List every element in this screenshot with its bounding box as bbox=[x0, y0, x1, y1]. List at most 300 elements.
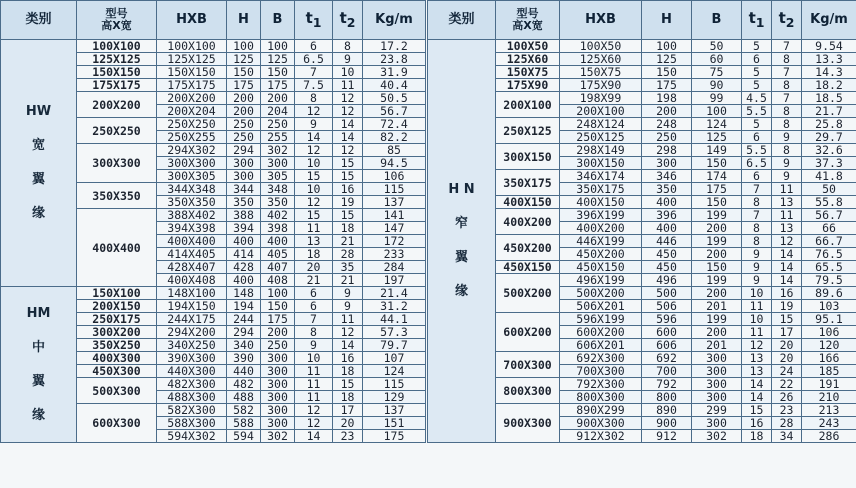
kgm-cell: 72.4 bbox=[363, 118, 426, 131]
b-cell: 200 bbox=[692, 326, 742, 339]
header-category: 类别 bbox=[428, 1, 496, 40]
category-label: 窄 bbox=[454, 216, 468, 231]
b-cell: 199 bbox=[692, 313, 742, 326]
model-size-cell: 600X300 bbox=[77, 404, 157, 443]
model-size-cell: 200X100 bbox=[496, 92, 560, 118]
hxb-cell: 125X125 bbox=[157, 53, 227, 66]
b-cell: 302 bbox=[261, 144, 295, 157]
t1-cell: 14 bbox=[295, 131, 333, 144]
kgm-cell: 233 bbox=[363, 248, 426, 261]
t2-cell: 8 bbox=[772, 118, 802, 131]
t1-cell: 9 bbox=[295, 339, 333, 352]
model-size-cell: 350X350 bbox=[77, 183, 157, 209]
t2-cell: 20 bbox=[333, 417, 363, 430]
b-cell: 200 bbox=[261, 326, 295, 339]
t2-cell: 16 bbox=[333, 183, 363, 196]
kgm-cell: 79.7 bbox=[363, 339, 426, 352]
t1-cell: 4.5 bbox=[742, 92, 772, 105]
t2-cell: 18 bbox=[333, 391, 363, 404]
t2-cell: 15 bbox=[333, 157, 363, 170]
t1-cell: 12 bbox=[295, 404, 333, 417]
right-spec-body bbox=[428, 40, 856, 443]
model-size-cell: 900X300 bbox=[496, 404, 560, 443]
category-label: 中 bbox=[31, 339, 45, 355]
t2-cell: 14 bbox=[772, 261, 802, 274]
b-cell: 201 bbox=[692, 300, 742, 313]
model-size-cell: 200X150 bbox=[77, 300, 157, 313]
t2-cell: 7 bbox=[772, 92, 802, 105]
b-cell: 201 bbox=[692, 339, 742, 352]
t1-cell: 6 bbox=[295, 40, 333, 53]
t2-cell: 12 bbox=[333, 326, 363, 339]
hxb-cell: 200X200 bbox=[157, 92, 227, 105]
hxb-cell: 400X400 bbox=[157, 235, 227, 248]
header-model-line2: 高X宽 bbox=[512, 19, 543, 32]
b-cell: 199 bbox=[692, 235, 742, 248]
hxb-cell: 588X300 bbox=[157, 417, 227, 430]
hxb-cell: 594X302 bbox=[157, 430, 227, 443]
header-b: B bbox=[692, 1, 742, 40]
h-cell: 346 bbox=[642, 170, 692, 183]
h-cell: 344 bbox=[227, 183, 261, 196]
h-cell: 506 bbox=[642, 300, 692, 313]
h-cell: 396 bbox=[642, 209, 692, 222]
t1-cell: 11 bbox=[295, 378, 333, 391]
hxb-cell: 350X175 bbox=[560, 183, 642, 196]
b-cell: 150 bbox=[692, 157, 742, 170]
t2-cell: 21 bbox=[333, 235, 363, 248]
t2-cell: 19 bbox=[772, 300, 802, 313]
header-t1-base: t bbox=[305, 8, 313, 27]
h-cell: 606 bbox=[642, 339, 692, 352]
model-size-cell: 125X60 bbox=[496, 53, 560, 66]
h-cell: 428 bbox=[227, 261, 261, 274]
hxb-cell: 890X299 bbox=[560, 404, 642, 417]
hxb-cell: 175X175 bbox=[157, 79, 227, 92]
hxb-cell: 394X398 bbox=[157, 222, 227, 235]
kgm-cell: 94.5 bbox=[363, 157, 426, 170]
hxb-cell: 606X201 bbox=[560, 339, 642, 352]
b-cell: 350 bbox=[261, 196, 295, 209]
h-cell: 100 bbox=[227, 40, 261, 53]
kgm-cell: 185 bbox=[802, 365, 856, 378]
b-cell: 200 bbox=[261, 92, 295, 105]
hxb-cell: 194X150 bbox=[157, 300, 227, 313]
header-t2-sub: 2 bbox=[785, 14, 795, 30]
hxb-cell: 344X348 bbox=[157, 183, 227, 196]
h-cell: 125 bbox=[227, 53, 261, 66]
t1-cell: 7 bbox=[742, 209, 772, 222]
category-cell bbox=[428, 40, 496, 443]
hxb-cell: 488X300 bbox=[157, 391, 227, 404]
t1-cell: 11 bbox=[295, 222, 333, 235]
h-cell: 400 bbox=[642, 222, 692, 235]
h-cell: 298 bbox=[642, 144, 692, 157]
hxb-cell: 792X300 bbox=[560, 378, 642, 391]
h-cell: 100 bbox=[642, 40, 692, 53]
hxb-cell: 400X150 bbox=[560, 196, 642, 209]
t1-cell: 9 bbox=[742, 261, 772, 274]
t2-cell: 7 bbox=[772, 40, 802, 53]
kgm-cell: 44.1 bbox=[363, 313, 426, 326]
h-cell: 150 bbox=[227, 66, 261, 79]
h-cell: 250 bbox=[227, 118, 261, 131]
model-size-cell: 100X100 bbox=[77, 40, 157, 53]
t1-cell: 9 bbox=[295, 118, 333, 131]
h-cell: 488 bbox=[227, 391, 261, 404]
hxb-cell: 600X200 bbox=[560, 326, 642, 339]
category-label: 宽 bbox=[31, 138, 45, 153]
model-size-cell: 250X125 bbox=[496, 118, 560, 144]
header-model-line2: 高X宽 bbox=[101, 19, 132, 32]
t2-cell: 8 bbox=[772, 144, 802, 157]
model-size-cell: 125X125 bbox=[77, 53, 157, 66]
t2-cell: 17 bbox=[772, 326, 802, 339]
t2-cell: 14 bbox=[333, 131, 363, 144]
h-cell: 900 bbox=[642, 417, 692, 430]
h-cell: 450 bbox=[642, 248, 692, 261]
b-cell: 300 bbox=[261, 157, 295, 170]
t2-cell: 11 bbox=[772, 183, 802, 196]
hxb-cell: 440X300 bbox=[157, 365, 227, 378]
b-cell: 100 bbox=[261, 40, 295, 53]
h-cell: 294 bbox=[227, 326, 261, 339]
b-cell: 302 bbox=[261, 430, 295, 443]
hxb-cell: 100X100 bbox=[157, 40, 227, 53]
h-cell: 700 bbox=[642, 365, 692, 378]
header-model-line1: 型号 bbox=[516, 7, 539, 20]
kgm-cell: 25.8 bbox=[802, 118, 856, 131]
hxb-cell: 482X300 bbox=[157, 378, 227, 391]
hxb-cell: 414X405 bbox=[157, 248, 227, 261]
header-h: H bbox=[227, 1, 261, 40]
kgm-cell: 115 bbox=[363, 378, 426, 391]
kgm-cell: 18.5 bbox=[802, 92, 856, 105]
hxb-cell: 294X200 bbox=[157, 326, 227, 339]
b-cell: 50 bbox=[692, 40, 742, 53]
t1-cell: 5 bbox=[742, 66, 772, 79]
b-cell: 300 bbox=[261, 417, 295, 430]
kgm-cell: 89.6 bbox=[802, 287, 856, 300]
t1-cell: 13 bbox=[742, 365, 772, 378]
category-label: 缘 bbox=[31, 206, 45, 221]
hxb-cell: 500X200 bbox=[560, 287, 642, 300]
t1-cell: 9 bbox=[742, 274, 772, 287]
h-cell: 450 bbox=[642, 261, 692, 274]
model-size-cell: 450X150 bbox=[496, 261, 560, 274]
b-cell: 300 bbox=[261, 352, 295, 365]
model-size-cell: 600X200 bbox=[496, 313, 560, 352]
h-cell: 200 bbox=[227, 105, 261, 118]
model-size-cell: 450X300 bbox=[77, 365, 157, 378]
header-t1-sub: 1 bbox=[312, 14, 322, 30]
kgm-cell: 50.5 bbox=[363, 92, 426, 105]
t2-cell: 9 bbox=[772, 157, 802, 170]
t2-cell: 12 bbox=[333, 144, 363, 157]
h-cell: 350 bbox=[642, 183, 692, 196]
h-cell: 175 bbox=[642, 79, 692, 92]
t1-cell: 12 bbox=[295, 105, 333, 118]
t1-cell: 8 bbox=[742, 222, 772, 235]
h-cell: 600 bbox=[642, 326, 692, 339]
hxb-cell: 200X100 bbox=[560, 105, 642, 118]
h-cell: 300 bbox=[227, 157, 261, 170]
t1-cell: 20 bbox=[295, 261, 333, 274]
t1-cell: 6 bbox=[742, 170, 772, 183]
t1-cell: 12 bbox=[295, 196, 333, 209]
header-t2 bbox=[333, 1, 363, 40]
hxb-cell: 496X199 bbox=[560, 274, 642, 287]
kgm-cell: 213 bbox=[802, 404, 856, 417]
h-cell: 125 bbox=[642, 53, 692, 66]
hxb-cell: 150X75 bbox=[560, 66, 642, 79]
kgm-cell: 175 bbox=[363, 430, 426, 443]
t1-cell: 10 bbox=[742, 287, 772, 300]
t2-cell: 13 bbox=[772, 196, 802, 209]
b-cell: 300 bbox=[261, 378, 295, 391]
b-cell: 300 bbox=[261, 404, 295, 417]
right-header-row bbox=[428, 1, 856, 40]
kgm-cell: 106 bbox=[363, 170, 426, 183]
h-cell: 496 bbox=[642, 274, 692, 287]
b-cell: 100 bbox=[261, 287, 295, 300]
hxb-cell: 100X50 bbox=[560, 40, 642, 53]
b-cell: 348 bbox=[261, 183, 295, 196]
hxb-cell: 428X407 bbox=[157, 261, 227, 274]
b-cell: 150 bbox=[692, 261, 742, 274]
b-cell: 100 bbox=[692, 105, 742, 118]
kgm-cell: 65.5 bbox=[802, 261, 856, 274]
t2-cell: 15 bbox=[333, 170, 363, 183]
t2-cell: 9 bbox=[772, 170, 802, 183]
hxb-cell: 125X60 bbox=[560, 53, 642, 66]
b-cell: 149 bbox=[692, 144, 742, 157]
kgm-cell: 79.5 bbox=[802, 274, 856, 287]
b-cell: 150 bbox=[261, 66, 295, 79]
b-cell: 60 bbox=[692, 53, 742, 66]
h-cell: 596 bbox=[642, 313, 692, 326]
kgm-cell: 137 bbox=[363, 196, 426, 209]
model-size-cell: 300X300 bbox=[77, 144, 157, 183]
b-cell: 300 bbox=[261, 391, 295, 404]
header-kgm: Kg/m bbox=[363, 1, 426, 40]
t1-cell: 12 bbox=[742, 339, 772, 352]
t1-cell: 15 bbox=[742, 404, 772, 417]
hxb-cell: 175X90 bbox=[560, 79, 642, 92]
b-cell: 299 bbox=[692, 404, 742, 417]
hxb-cell: 300X300 bbox=[157, 157, 227, 170]
t2-cell: 23 bbox=[333, 430, 363, 443]
t2-cell: 11 bbox=[772, 209, 802, 222]
table-row bbox=[428, 40, 856, 53]
h-cell: 692 bbox=[642, 352, 692, 365]
t2-cell: 7 bbox=[772, 66, 802, 79]
model-size-cell: 350X175 bbox=[496, 170, 560, 196]
b-cell: 199 bbox=[692, 274, 742, 287]
t2-cell: 11 bbox=[333, 79, 363, 92]
h-cell: 400 bbox=[227, 274, 261, 287]
left-header-row bbox=[1, 1, 426, 40]
t2-cell: 9 bbox=[772, 131, 802, 144]
t2-cell: 8 bbox=[772, 53, 802, 66]
t1-cell: 5 bbox=[742, 79, 772, 92]
h-cell: 300 bbox=[227, 170, 261, 183]
b-cell: 125 bbox=[261, 53, 295, 66]
h-cell: 350 bbox=[227, 196, 261, 209]
b-cell: 175 bbox=[692, 183, 742, 196]
t1-cell: 6.5 bbox=[742, 157, 772, 170]
t1-cell: 16 bbox=[742, 417, 772, 430]
t2-cell: 12 bbox=[333, 92, 363, 105]
kgm-cell: 29.7 bbox=[802, 131, 856, 144]
t2-cell: 34 bbox=[772, 430, 802, 443]
b-cell: 204 bbox=[261, 105, 295, 118]
t1-cell: 8 bbox=[742, 196, 772, 209]
header-t1 bbox=[742, 1, 772, 40]
h-cell: 912 bbox=[642, 430, 692, 443]
b-cell: 405 bbox=[261, 248, 295, 261]
t1-cell: 6 bbox=[742, 53, 772, 66]
t1-cell: 15 bbox=[295, 170, 333, 183]
h-cell: 400 bbox=[227, 235, 261, 248]
hxb-cell: 450X200 bbox=[560, 248, 642, 261]
b-cell: 300 bbox=[692, 391, 742, 404]
t2-cell: 9 bbox=[333, 300, 363, 313]
model-size-cell: 100X50 bbox=[496, 40, 560, 53]
hxb-cell: 248X124 bbox=[560, 118, 642, 131]
kgm-cell: 23.8 bbox=[363, 53, 426, 66]
t2-cell: 28 bbox=[333, 248, 363, 261]
t2-cell: 16 bbox=[333, 352, 363, 365]
model-size-cell: 350X250 bbox=[77, 339, 157, 352]
t1-cell: 10 bbox=[742, 313, 772, 326]
header-t1 bbox=[295, 1, 333, 40]
b-cell: 398 bbox=[261, 222, 295, 235]
hxb-cell: 300X305 bbox=[157, 170, 227, 183]
kgm-cell: 31.9 bbox=[363, 66, 426, 79]
h-cell: 244 bbox=[227, 313, 261, 326]
kgm-cell: 120 bbox=[802, 339, 856, 352]
h-cell: 294 bbox=[227, 144, 261, 157]
t2-cell: 16 bbox=[772, 287, 802, 300]
t2-cell: 14 bbox=[772, 248, 802, 261]
t2-cell: 8 bbox=[772, 105, 802, 118]
model-size-cell: 150X75 bbox=[496, 66, 560, 79]
hxb-cell: 148X100 bbox=[157, 287, 227, 300]
kgm-cell: 191 bbox=[802, 378, 856, 391]
t1-cell: 8 bbox=[742, 235, 772, 248]
kgm-cell: 18.2 bbox=[802, 79, 856, 92]
hxb-cell: 294X302 bbox=[157, 144, 227, 157]
kgm-cell: 243 bbox=[802, 417, 856, 430]
header-t1-sub: 1 bbox=[755, 14, 765, 30]
h-cell: 394 bbox=[227, 222, 261, 235]
table-row bbox=[1, 287, 426, 300]
t1-cell: 11 bbox=[742, 326, 772, 339]
b-cell: 402 bbox=[261, 209, 295, 222]
category-label: HW bbox=[25, 104, 52, 119]
model-size-cell: 500X200 bbox=[496, 274, 560, 313]
t1-cell: 6 bbox=[295, 287, 333, 300]
b-cell: 305 bbox=[261, 170, 295, 183]
kgm-cell: 286 bbox=[802, 430, 856, 443]
t1-cell: 21 bbox=[295, 274, 333, 287]
header-hxb: HXB bbox=[157, 1, 227, 40]
category-label: 翼 bbox=[31, 172, 45, 187]
hxb-cell: 250X250 bbox=[157, 118, 227, 131]
t2-cell: 12 bbox=[772, 235, 802, 248]
b-cell: 174 bbox=[692, 170, 742, 183]
h-cell: 582 bbox=[227, 404, 261, 417]
header-t2-base: t bbox=[778, 8, 786, 27]
h-cell: 388 bbox=[227, 209, 261, 222]
kgm-cell: 103 bbox=[802, 300, 856, 313]
b-cell: 175 bbox=[261, 313, 295, 326]
hxb-cell: 400X408 bbox=[157, 274, 227, 287]
hxb-cell: 350X350 bbox=[157, 196, 227, 209]
hxb-cell: 582X300 bbox=[157, 404, 227, 417]
header-h: H bbox=[642, 1, 692, 40]
model-size-cell: 300X200 bbox=[77, 326, 157, 339]
t2-cell: 15 bbox=[772, 313, 802, 326]
model-size-cell: 400X200 bbox=[496, 209, 560, 235]
h-cell: 340 bbox=[227, 339, 261, 352]
category-cell bbox=[1, 40, 77, 287]
kgm-cell: 37.3 bbox=[802, 157, 856, 170]
kgm-cell: 124 bbox=[363, 365, 426, 378]
left-spec-body bbox=[1, 40, 426, 443]
b-cell: 175 bbox=[261, 79, 295, 92]
kgm-cell: 21.4 bbox=[363, 287, 426, 300]
kgm-cell: 147 bbox=[363, 222, 426, 235]
t1-cell: 11 bbox=[295, 391, 333, 404]
h-cell: 482 bbox=[227, 378, 261, 391]
b-cell: 199 bbox=[692, 209, 742, 222]
kgm-cell: 151 bbox=[363, 417, 426, 430]
model-size-cell: 500X300 bbox=[77, 378, 157, 404]
t2-cell: 22 bbox=[772, 378, 802, 391]
h-cell: 440 bbox=[227, 365, 261, 378]
kgm-cell: 9.54 bbox=[802, 40, 856, 53]
kgm-cell: 50 bbox=[802, 183, 856, 196]
b-cell: 200 bbox=[692, 248, 742, 261]
t1-cell: 14 bbox=[742, 378, 772, 391]
t1-cell: 13 bbox=[295, 235, 333, 248]
hxb-cell: 340X250 bbox=[157, 339, 227, 352]
t2-cell: 9 bbox=[333, 287, 363, 300]
b-cell: 300 bbox=[692, 378, 742, 391]
t1-cell: 18 bbox=[295, 248, 333, 261]
model-size-cell: 150X150 bbox=[77, 66, 157, 79]
h-cell: 250 bbox=[227, 131, 261, 144]
kgm-cell: 85 bbox=[363, 144, 426, 157]
t2-cell: 12 bbox=[333, 105, 363, 118]
t2-cell: 19 bbox=[333, 196, 363, 209]
t1-cell: 14 bbox=[742, 391, 772, 404]
category-label: 缘 bbox=[31, 407, 45, 423]
b-cell: 300 bbox=[261, 365, 295, 378]
b-cell: 90 bbox=[692, 79, 742, 92]
hxb-cell: 446X199 bbox=[560, 235, 642, 248]
hxb-cell: 596X199 bbox=[560, 313, 642, 326]
header-model bbox=[77, 1, 157, 40]
h-cell: 194 bbox=[227, 300, 261, 313]
t2-cell: 20 bbox=[772, 352, 802, 365]
model-size-cell: 250X250 bbox=[77, 118, 157, 144]
h-cell: 175 bbox=[227, 79, 261, 92]
header-hxb: HXB bbox=[560, 1, 642, 40]
kgm-cell: 197 bbox=[363, 274, 426, 287]
